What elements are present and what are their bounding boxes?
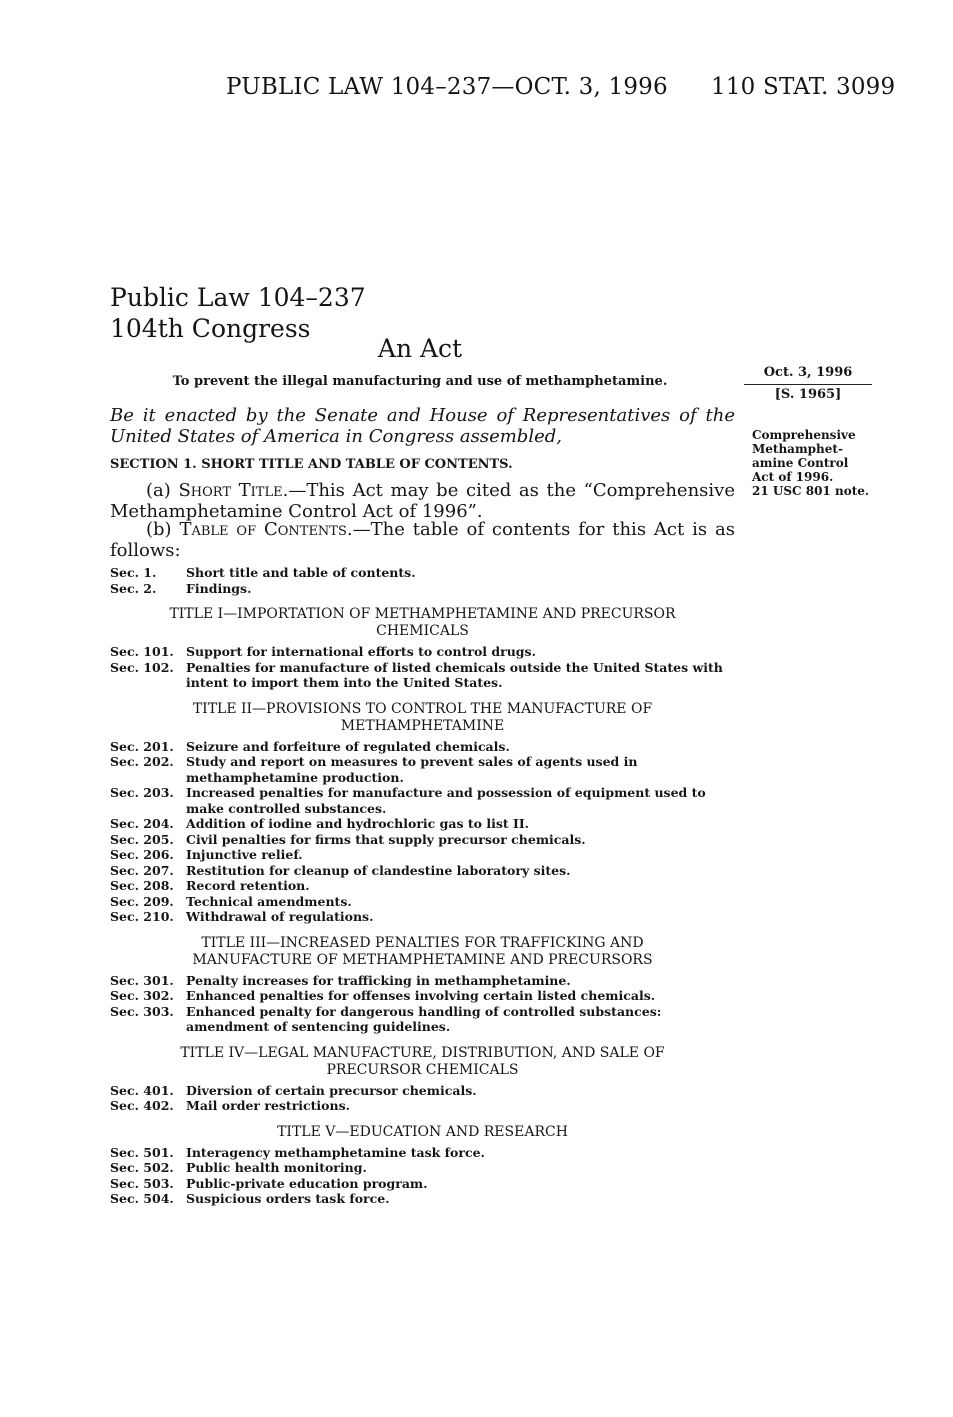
toc-section-number: Sec. 504. [110,1191,174,1206]
toc-section-title: Public health monitoring. [186,1160,367,1175]
toc-section-title: Injunctive relief. [186,847,303,862]
toc-section-title: Addition of iodine and hydrochloric gas to list II. [186,816,530,831]
subsection-a-label: (a) [146,480,179,501]
toc-section-row [110,832,735,848]
toc-section-number: Sec. 303. [110,1003,174,1019]
toc-section-title: Increased penalties for manufacture and possession of equipment used to make controlled substances. [186,785,706,816]
enactment-date: Oct. 3, 1996 [763,365,853,380]
toc-section-row [110,644,735,660]
act-heading: An Act [377,334,463,363]
toc-section-title: Restitution for cleanup of clandestine laboratory sites. [186,862,571,878]
toc-section-title: Penalty increases for trafficking in methamphetamine. [186,972,571,988]
toc-section-row [110,1191,735,1207]
subsection-a-short-title [110,480,735,522]
toc-section-title: Suspicious orders task force. [186,1191,390,1206]
toc-section-title: Withdrawal of regulations. [186,909,374,924]
subsection-b-text: —The table of contents for this Act is as follows: [110,519,735,561]
public-law-number: Public Law 104–237 [110,283,366,312]
toc-title-heading: TITLE II—PROVISIONS TO CONTROL THE MANUFACTURE OF METHAMPHETAMINE [192,700,653,734]
subsection-a-caption: Short Title. [178,480,289,501]
toc-section-number: Sec. 2. [110,580,157,596]
margin-note-line: Comprehensive [752,428,856,442]
toc-section-row [110,565,735,581]
margin-note-line: amine Control [752,456,849,470]
margin-date-note [744,365,872,403]
toc-section-row [110,816,735,832]
toc-section-number: Sec. 209. [110,893,174,909]
toc-section-row [110,785,735,816]
enacting-clause: Be it enacted by the Senate and House of Representatives of the United States of America in Congress assembled, [110,405,735,447]
toc-section-title: Support for international efforts to control drugs. [186,644,536,659]
toc-section-number: Sec. 208. [110,878,174,893]
toc-section-title: Findings. [186,580,252,596]
act-purpose: To prevent the illegal manufacturing and use of methamphetamine. [172,374,668,389]
toc-section-row [110,878,735,894]
table-of-contents [110,565,735,1207]
toc-section-title: Interagency methamphetamine task force. [186,1144,485,1160]
toc-title-heading: TITLE I—IMPORTATION OF METHAMPHETAMINE AND PRECURSOR CHEMICALS [169,606,676,639]
toc-section-row [110,894,735,910]
toc-section-number: Sec. 301. [110,972,174,988]
toc-section-title: Short title and table of contents. [186,565,416,580]
toc-section-title: Civil penalties for firms that supply precursor chemicals. [186,831,586,847]
toc-section-row [110,1160,735,1176]
toc-section-title: Diversion of certain precursor chemicals. [186,1082,477,1098]
running-header-page: 110 STAT. 3099 [711,74,896,100]
toc-section-number: Sec. 502. [110,1160,174,1175]
toc-section-number: Sec. 202. [110,754,174,769]
toc-title-heading: TITLE IV—LEGAL MANUFACTURE, DISTRIBUTION, AND SALE OF PRECURSOR CHEMICALS [180,1044,665,1078]
toc-section-row [110,1176,735,1192]
toc-section-row [110,909,735,925]
bill-number: [S. 1965] [744,384,872,403]
toc-section-title: Study and report on measures to prevent sales of agents used in methamphetamine production. [186,754,638,785]
margin-note-line: 21 USC 801 note. [752,484,870,498]
toc-section-number: Sec. 210. [110,909,174,924]
toc-section-title: Seizure and forfeiture of regulated chemicals. [186,738,510,754]
toc-section-title: Technical amendments. [186,893,352,909]
toc-title-heading: TITLE III—INCREASED PENALTIES FOR TRAFFICKING AND MANUFACTURE OF METHAMPHETAMINE AND PRECURSORS [192,934,653,968]
subsection-b-label: (b) [146,519,180,540]
toc-section-number: Sec. 302. [110,988,174,1003]
toc-section-number: Sec. 401. [110,1082,174,1098]
toc-section-title: Enhanced penalty for dangerous handling of controlled substances: amendment of sentencing guidelines. [186,1003,662,1034]
congress-number: 104th Congress [110,314,311,343]
margin-note-line: Methamphet- [752,442,843,456]
toc-section-number: Sec. 501. [110,1144,174,1160]
toc-section-row [110,863,735,879]
toc-section-number: Sec. 201. [110,738,174,754]
toc-section-title: Mail order restrictions. [186,1098,350,1113]
section-1-heading: SECTION 1. SHORT TITLE AND TABLE OF CONTENTS. [110,457,513,472]
toc-title-heading: TITLE V—EDUCATION AND RESEARCH [277,1123,568,1140]
toc-section-number: Sec. 503. [110,1175,174,1191]
toc-section-row [110,1004,735,1035]
toc-section-title: Penalties for manufacture of listed chemicals outside the United States with intent to import them into the United States. [186,659,723,690]
toc-section-number: Sec. 102. [110,659,174,675]
toc-section-row [110,754,735,785]
toc-section-row [110,1098,735,1114]
toc-section-row [110,1145,735,1161]
toc-section-number: Sec. 402. [110,1098,174,1113]
toc-section-row [110,581,735,597]
toc-section-row [110,1083,735,1099]
toc-section-title: Public-private education program. [186,1175,428,1191]
toc-section-row [110,973,735,989]
toc-section-number: Sec. 1. [110,565,157,580]
toc-section-row [110,847,735,863]
subsection-a-text: —This Act may be cited as the “Comprehensive Methamphetamine Control Act of 1996”. [110,480,735,522]
toc-section-row [110,660,735,691]
toc-section-title: Record retention. [186,878,310,893]
toc-section-number: Sec. 206. [110,847,174,862]
toc-section-number: Sec. 207. [110,862,174,878]
subsection-b-table-of-contents [110,519,735,561]
toc-section-number: Sec. 101. [110,644,174,659]
margin-note-line: Act of 1996. [752,470,834,484]
toc-section-title: Enhanced penalties for offenses involving certain listed chemicals. [186,988,656,1003]
margin-short-title-note [752,428,892,498]
running-header-left: PUBLIC LAW 104–237—OCT. 3, 1996 [226,74,668,100]
toc-section-row [110,739,735,755]
toc-section-row [110,988,735,1004]
toc-section-number: Sec. 204. [110,816,174,831]
subsection-b-caption: Table of Contents. [179,519,353,540]
toc-section-number: Sec. 205. [110,831,174,847]
toc-section-number: Sec. 203. [110,785,174,800]
